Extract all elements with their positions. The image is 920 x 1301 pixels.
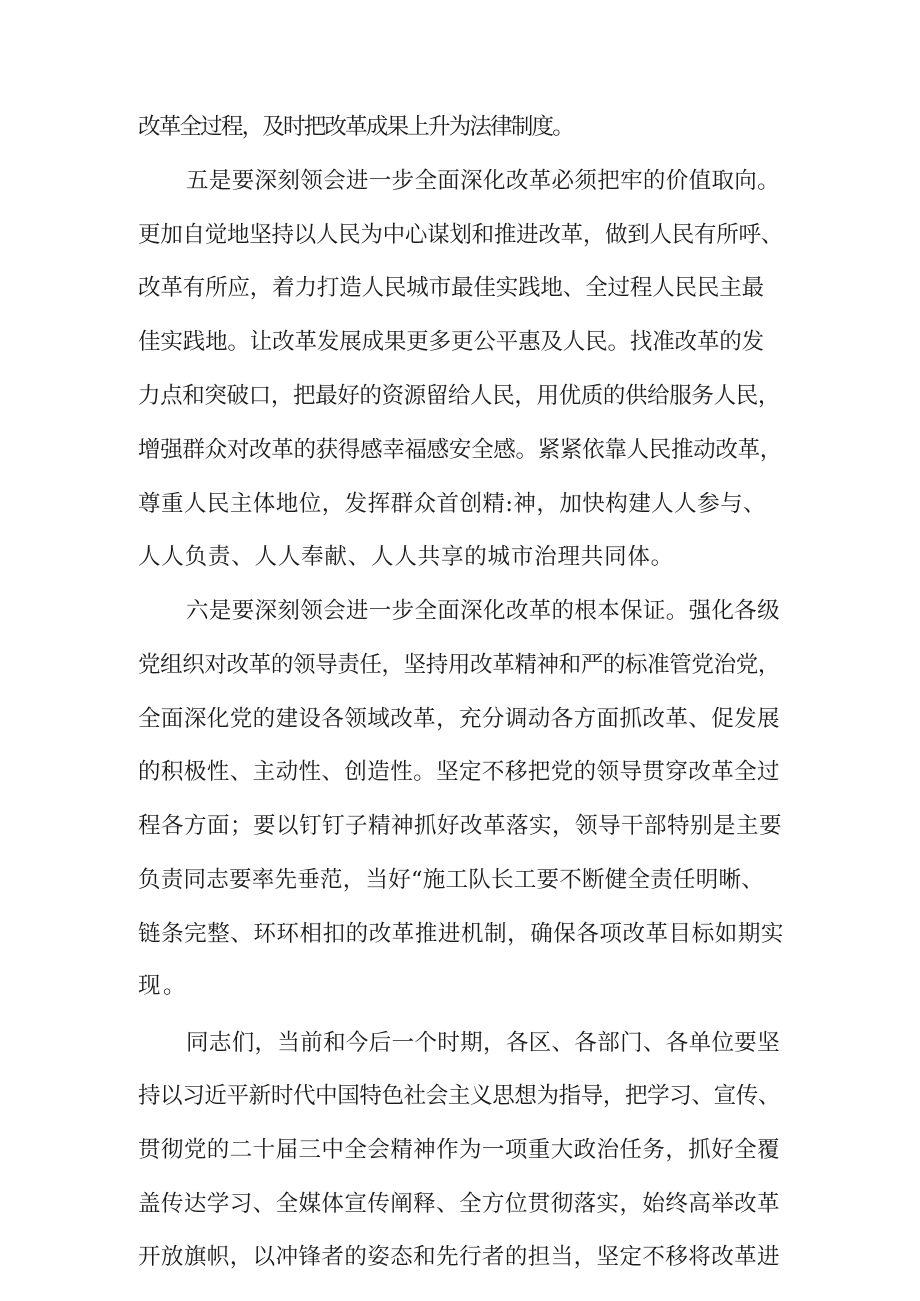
text-line: 的积极性、主动性、创造性。坚定不移把党的领导贯穿改革全过 (138, 759, 780, 785)
text-line: 贯彻党的二十届三中全会精神作为一项重大政治任务，抓好全覆 (138, 1137, 780, 1163)
text-line: 更加自觉地坚持以人民为中心谋划和推进改革，做到人民有所呼、 (138, 222, 783, 248)
text-line: 开放旗帜，以冲锋者的姿态和先行者的担当，坚定不移将改革进 (138, 1244, 780, 1270)
paragraph-start: 六是要深刻领会进一步全面深化改革的根本保证。强化各级 (186, 598, 780, 624)
text-line: 改革全过程，及时把改革成果上升为法律制度。 (138, 114, 573, 140)
text-line: 力点和突破口，把最好的资源留给人民，用优质的供给服务人民， (138, 383, 780, 409)
paragraph-start: 五是要深刻领会进一步全面深化改革必须把牢的价值取向。 (186, 168, 780, 194)
text-line: 现。 (138, 973, 188, 999)
text-line: 持以习近平新时代中国特色社会主义思想为指导，把学习、宣传、 (138, 1083, 780, 1109)
text-line: 人人负责、人人奉献、人人共享的城市治理共同体。 (138, 544, 674, 570)
text-line: 增强群众对改革的获得感幸福感安全感。紧紧依靠人民推动改革， (138, 437, 782, 463)
text-line: 负责同志要率先垂范，当好“施工队长工要不断健全责任明晰、 (138, 867, 764, 893)
text-line: 链条完整、环环相扣的改革推进机制，确保各项改革目标如期实 (138, 921, 784, 947)
paragraph-start: 同志们，当前和今后一个时期，各区、各部门、各单位要坚 (186, 1030, 780, 1056)
text-line: 改革有所应，着力打造人民城市最佳实践地、全过程人民民主最 (138, 275, 764, 301)
text-line: 程各方面；要以钉钉子精神抓好改革落实，领导干部特别是主要 (138, 813, 782, 839)
text-line: 党组织对改革的领导责任，坚持用改革精神和严的标准管党治党， (138, 652, 780, 678)
text-line: 全面深化党的建设各领域改革，充分调动各方面抓改革、促发展 (138, 706, 780, 732)
text-line: 尊重人民主体地位，发挥群众首创精:神，加快构建人人参与、 (138, 491, 766, 517)
text-line: 盖传达学习、全媒体宣传阐释、全方位贯彻落实，始终高举改革 (138, 1191, 780, 1217)
text-line: 佳实践地。让改革发展成果更多更公平惠及人民。找准改革的发 (138, 329, 764, 355)
